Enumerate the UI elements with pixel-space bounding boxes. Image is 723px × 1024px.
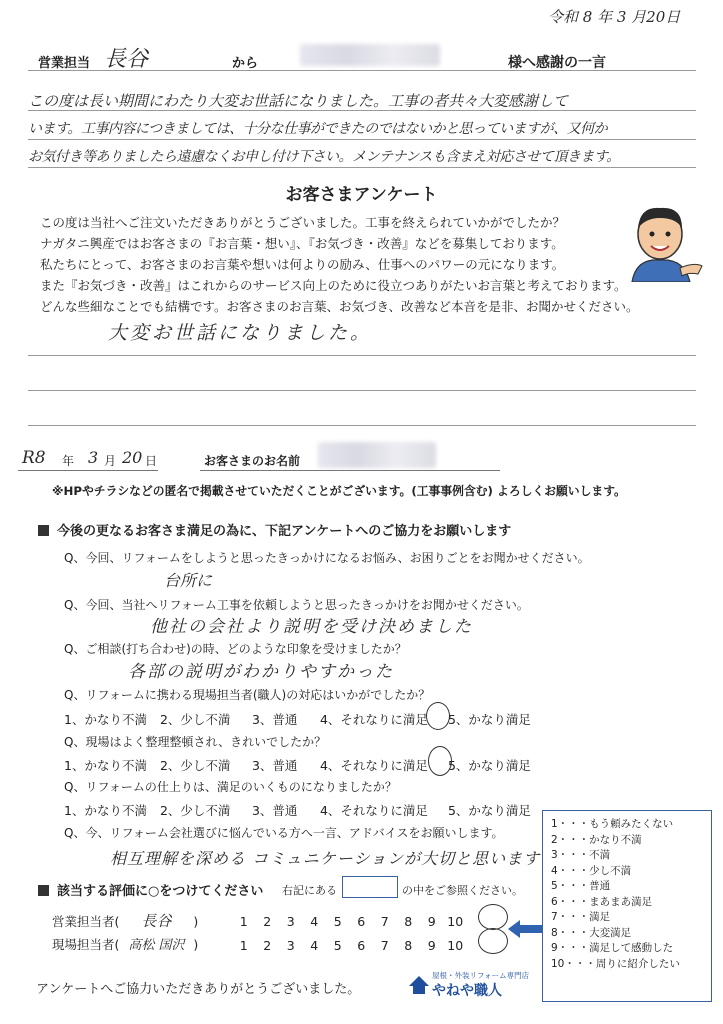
score-option[interactable]: 7 [380,914,389,929]
score-option[interactable]: 3 [286,938,295,953]
intro-line: 私たちにとって、お客さまのお言葉や想いは何よりの励み、仕事へのパワーの元になります。 [40,257,565,272]
rating-option[interactable]: 4、それなりに満足 [319,712,428,727]
rating-legend [542,810,712,1002]
legend-item: 9・・・満足して感動した [551,942,674,954]
survey-title: お客さまアンケート [285,185,438,205]
rating-option[interactable]: 1、かなり不満 [64,758,147,773]
legend-item: 6・・・まあまあ満足 [551,895,653,908]
staff-row-name: 長谷 [141,912,172,930]
thanks-label: 様へ感謝の一言 [508,55,606,71]
question-3: Q、ご相談(打ち合わせ)の時、どのような印象を受けましたか？ [64,642,407,656]
bullet-square-icon [38,885,49,896]
staff-row-name: 高松 国沢 [128,938,185,953]
selected-score-circle [478,928,508,954]
customer-comment: 大変お世話になりました。 [108,322,373,344]
section2-title-text: 該当する評価に○をつけてください [57,884,264,899]
score-option[interactable]: 10 [447,938,464,953]
advice-question: Q、今、リフォーム会社選びに悩んでいる方へ一言、アドバイスをお願いします。 [64,826,504,840]
staff-row-label: 営業担当者( [52,914,120,929]
score-option[interactable]: 5 [333,914,342,929]
sales-name: 長谷 [104,47,149,72]
roof-logo-icon [408,974,430,996]
bullet-square-icon [38,525,49,536]
site-staff-scores [232,935,467,954]
selected-rating-circle [426,702,450,730]
question-2: Q、今回、当社へリフォーム工事を依頼しようと思ったきっかけをお聞かせください。 [64,598,529,612]
rating-options-3 [64,801,531,819]
customer-signature-redacted [318,442,436,468]
month-label: 月 [104,454,117,468]
rating-option[interactable]: 2、少し不満 [159,712,231,727]
score-option[interactable]: 9 [427,914,436,929]
score-option[interactable]: 6 [357,914,366,929]
answer-2: 他社の会社より説明を受け決めました [150,617,473,637]
legend-item: 4・・・少し不満 [551,864,632,877]
sales-label: 営業担当 [38,56,91,71]
section2-hint-prefix: 右記にある [282,884,337,897]
score-option[interactable]: 6 [357,938,366,953]
rating-option[interactable]: 5、かなり満足 [447,758,531,773]
section1-title [38,520,511,539]
rating-option[interactable]: 5、かなり満足 [447,803,531,818]
section2-hint-suffix: の中をご参照ください。 [402,884,523,897]
rating-options-2 [64,756,531,774]
section2-title [38,880,263,899]
from-label: から [232,56,259,71]
staff-row-close: ) [193,914,199,929]
score-option[interactable]: 8 [404,938,413,953]
answer-3: 各部の説明がわかりやすかった [128,662,394,682]
section1-title-text: 今後の更なるお客さま満足の為に、下記アンケートへのご協力をお願いします [57,524,512,539]
intro-text [40,212,639,317]
rating-option[interactable]: 5、かなり満足 [447,712,531,727]
selected-rating-circle [428,746,452,776]
rating-option[interactable]: 4、それなりに満足 [319,758,428,773]
score-option[interactable]: 2 [263,914,272,929]
rating-question-1: Q、リフォームに携わる現場担当者(職人)の対応はいかがでしたか？ [64,688,431,702]
anonymous-notice: ※HPやチラシなどの匿名で掲載させていただくことがございます。(工事事例含む) よろしくお願いします。 [52,484,626,498]
brand-logo [408,968,536,1002]
score-option[interactable]: 5 [333,938,342,953]
staff-mascot-illustration [618,196,704,282]
brand-tagline: 屋根・外装リフォーム専門店 [432,971,530,980]
legend-item: 10・・・周りに紹介したい [551,957,680,970]
sales-staff-row [52,910,198,931]
legend-item: 8・・・大変満足 [551,926,632,939]
score-option[interactable]: 7 [380,938,389,953]
brand-name: やねや職人 [432,983,502,999]
question-1: Q、今回、リフォームをしようと思ったきっかけになるお悩み、お困りごとをお聞かせください。 [64,551,590,565]
rating-question-2: Q、現場はよく整理整頓され、きれいでしたか？ [64,735,327,749]
rating-option[interactable]: 4、それなりに満足 [319,803,428,818]
legend-reference-box [342,876,398,898]
staff-row-label: 現場担当者( [52,937,120,952]
customer-name-redacted [300,44,440,66]
score-option[interactable]: 1 [239,914,248,929]
intro-line: また『お気づき・改善』はこれからのサービス向上のために役立つありがたいお言葉と考えております。 [40,278,627,293]
score-option[interactable]: 2 [263,938,272,953]
intro-line: ナガタニ興産ではお客さまの『お言葉・想い』、『お気づき・改善』などを募集しております。 [40,236,564,251]
document-date: 令和 8 年 3 月20日 [548,8,681,26]
rating-option[interactable]: 2、少し不満 [159,803,231,818]
sales-staff-scores [232,911,467,930]
arrow-left-icon [508,918,544,940]
rating-option[interactable]: 3、普通 [251,758,298,773]
legend-item: 2・・・かなり不満 [551,833,642,846]
selected-score-circle [478,904,508,930]
legend-item: 3・・・不満 [551,849,611,861]
intro-line: どんな些細なことでも結構です。お客さまのお言葉、お気づき、改善など本音を是非、お聞かせください。 [40,299,639,314]
rating-option[interactable]: 1、かなり不満 [64,712,147,727]
thanks-line-1: この度は長い期間にわたり大変お世話になりました。工事の者共々大変感謝して [28,92,569,110]
customer-name-label: お客さまのお名前 [204,454,301,468]
rating-option[interactable]: 2、少し不満 [159,758,231,773]
score-option[interactable]: 9 [427,938,436,953]
score-option[interactable]: 8 [404,914,413,929]
thanks-line-2: います。工事内容につきましては、十分な仕事ができたのではないかと思っていますが、又何か [28,121,608,137]
thanks-line-3: お気付き等ありましたら遠慮なくお申し付け下さい。メンテナンスも含まえ対応させて頂きます。 [28,149,620,165]
day-label: 日 [145,454,158,468]
staff-row-close: ) [193,937,199,952]
score-option[interactable]: 10 [447,914,464,929]
rating-option[interactable]: 3、普通 [251,803,298,818]
year-label: 年 [62,454,75,468]
score-option[interactable]: 4 [310,914,319,929]
answer-day: 20 [122,448,143,467]
legend-item: 5・・・普通 [551,880,611,892]
intro-line: この度は当社へご注文いただきありがとうございました。工事を終えられていかがでしたか？ [40,215,566,230]
answer-month: 3 [88,448,99,467]
advice-answer: 相互理解を深める コミュニケーションが大切と思います [110,849,541,868]
legend-item: 1・・・もう頼みたくない [551,818,674,830]
score-option[interactable]: 4 [310,938,319,953]
rating-options-1 [64,710,531,728]
rating-option[interactable]: 1、かなり不満 [64,803,147,818]
score-option[interactable]: 3 [286,914,295,929]
rating-question-3: Q、リフォームの仕上りは、満足のいくものになりましたか？ [64,780,397,794]
score-option[interactable]: 1 [239,938,248,953]
rating-option[interactable]: 3、普通 [251,712,298,727]
footer-thanks: アンケートへご協力いただきありがとうございました。 [36,982,361,997]
legend-item: 7・・・満足 [551,911,611,923]
answer-1: 台所に [164,571,213,590]
site-staff-row [52,934,198,953]
answer-date-era: R8 [22,448,46,468]
